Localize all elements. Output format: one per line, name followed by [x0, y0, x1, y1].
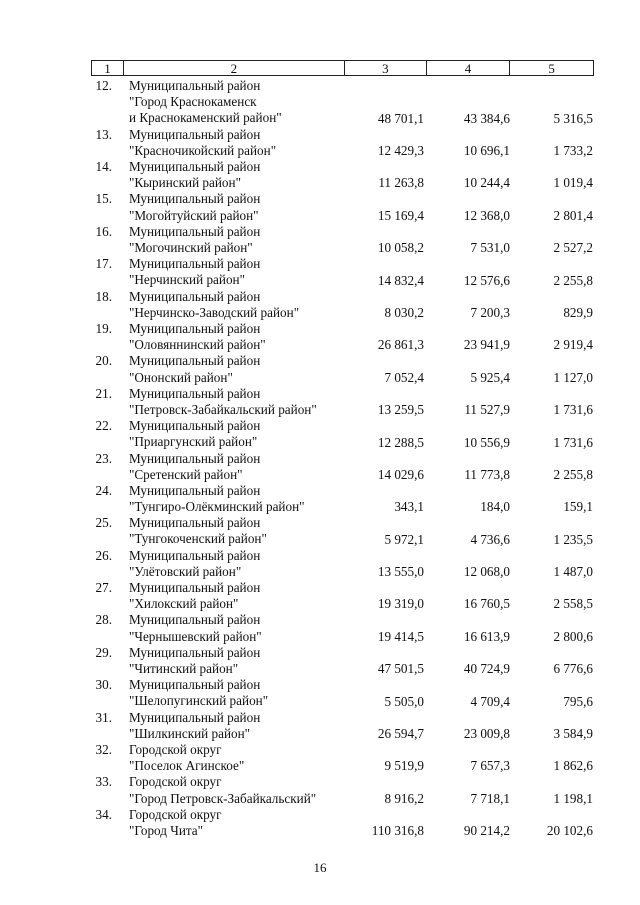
table-row	[0, 580, 640, 612]
table-row	[0, 321, 640, 353]
row-number: 20.	[95, 353, 112, 369]
row-number: 17.	[95, 256, 112, 272]
table-row	[0, 807, 640, 839]
row-number: 30.	[95, 677, 112, 693]
header-col-4: 4	[426, 61, 510, 75]
value-col-5: 3 584,9	[553, 726, 593, 742]
municipality-name: Муниципальный район "Кыринский район"	[129, 158, 261, 191]
page-number: 16	[313, 860, 327, 875]
table-row	[0, 483, 640, 515]
table-row	[0, 78, 640, 127]
municipality-name: Муниципальный район "Хилокский район"	[129, 580, 261, 612]
municipality-name: Муниципальный район "Нерчинский район"	[129, 256, 261, 288]
table-row	[0, 645, 640, 677]
value-col-5: 1 019,4	[553, 175, 593, 191]
value-col-3: 12 288,5	[377, 434, 424, 450]
row-number: 31.	[95, 709, 112, 725]
row-number: 25.	[95, 515, 112, 531]
value-col-3: 12 429,3	[377, 142, 424, 158]
value-col-5: 2 800,6	[553, 628, 593, 644]
value-col-4: 16 613,9	[463, 628, 510, 644]
row-number: 12.	[95, 78, 112, 93]
value-col-4: 43 384,6	[463, 110, 510, 126]
value-col-4: 10 556,9	[463, 434, 510, 450]
row-number: 34.	[95, 806, 112, 822]
municipality-name: Муниципальный район "Шелопугинский район"	[129, 677, 269, 709]
table-row	[0, 159, 640, 191]
value-col-3: 7 052,4	[384, 369, 424, 385]
value-col-4: 23 009,8	[463, 726, 510, 742]
header-col-3: 3	[344, 61, 426, 75]
header-col-5: 5	[509, 61, 593, 75]
row-number: 32.	[95, 742, 112, 758]
table-row	[0, 353, 640, 385]
table-row	[0, 386, 640, 418]
municipality-name: Муниципальный район "Читинский район"	[129, 644, 261, 677]
table-row	[0, 191, 640, 223]
municipality-name: Городской округ "Город Чита"	[129, 806, 222, 838]
value-col-3: 48 701,1	[377, 110, 424, 126]
value-col-4: 7 200,3	[470, 304, 510, 320]
row-number: 33.	[95, 774, 112, 790]
municipality-name: Муниципальный район "Тунгокоченский район"	[129, 515, 267, 547]
row-number: 24.	[95, 482, 112, 498]
value-col-4: 4 736,6	[470, 531, 510, 547]
row-number: 22.	[95, 418, 112, 434]
value-col-4: 5 925,4	[470, 369, 510, 385]
value-col-5: 829,9	[563, 304, 593, 320]
table-row	[0, 612, 640, 644]
value-col-4: 7 657,3	[470, 758, 510, 774]
value-col-5: 2 801,4	[553, 207, 593, 223]
value-col-4: 4 709,4	[470, 693, 510, 709]
row-number: 19.	[95, 320, 112, 336]
value-col-5: 1 487,0	[553, 564, 593, 580]
row-number: 21.	[95, 385, 112, 401]
value-col-5: 2 527,2	[553, 240, 593, 256]
value-col-4: 10 244,4	[463, 175, 510, 191]
municipality-name: Муниципальный район "Город Краснокаменск и Краснокаменский район"	[129, 78, 282, 126]
table-row	[0, 710, 640, 742]
table-body	[0, 78, 640, 839]
value-col-3: 9 519,9	[384, 758, 424, 774]
municipality-name: Муниципальный район "Сретенский район"	[129, 450, 261, 482]
table-row	[0, 289, 640, 321]
table-row	[0, 127, 640, 159]
municipality-name: Муниципальный район "Тунгиро-Олёкминский район"	[129, 482, 305, 515]
value-col-4: 10 696,1	[463, 142, 510, 158]
value-col-5: 1 235,5	[553, 531, 593, 547]
value-col-5: 2 919,4	[553, 337, 593, 353]
value-col-5: 159,1	[563, 499, 593, 515]
value-col-4: 12 368,0	[463, 207, 510, 223]
value-col-3: 13 555,0	[377, 564, 424, 580]
value-col-5: 1 127,0	[553, 369, 593, 385]
row-number: 29.	[95, 644, 112, 660]
value-col-5: 1 198,1	[553, 790, 593, 806]
municipality-name: Городской округ "Поселок Агинское"	[129, 742, 245, 774]
value-col-3: 26 594,7	[377, 726, 424, 742]
row-number: 16.	[95, 223, 112, 239]
value-col-4: 7 531,0	[470, 240, 510, 256]
value-col-3: 10 058,2	[377, 240, 424, 256]
value-col-3: 8 916,2	[384, 790, 424, 806]
value-col-3: 19 319,0	[377, 596, 424, 612]
value-col-5: 20 102,6	[546, 823, 593, 839]
value-col-5: 1 733,2	[553, 142, 593, 158]
municipality-name: Муниципальный район "Могойтуйский район"	[129, 191, 261, 223]
row-number: 28.	[95, 612, 112, 628]
row-number: 14.	[95, 158, 112, 174]
value-col-3: 13 259,5	[377, 402, 424, 418]
value-col-3: 343,1	[394, 499, 424, 515]
value-col-3: 5 505,0	[384, 693, 424, 709]
table-header	[91, 60, 594, 76]
value-col-3: 11 263,8	[378, 175, 424, 191]
municipality-name: Муниципальный район "Приаргунский район"	[129, 418, 261, 450]
table-row	[0, 774, 640, 806]
value-col-3: 14 832,4	[377, 272, 424, 288]
value-col-5: 1 862,6	[553, 758, 593, 774]
municipality-name: Муниципальный район "Шилкинский район"	[129, 709, 261, 741]
row-number: 27.	[95, 580, 112, 596]
value-col-3: 110 316,8	[371, 823, 424, 839]
table-row	[0, 742, 640, 774]
municipality-name: Городской округ "Город Петровск-Забайкальский"	[129, 774, 317, 806]
value-col-5: 2 255,8	[553, 272, 593, 288]
value-col-4: 7 718,1	[470, 790, 510, 806]
row-number: 23.	[95, 450, 112, 466]
municipality-name: Муниципальный район "Петровск-Забайкальский район"	[129, 385, 317, 417]
value-col-3: 26 861,3	[377, 337, 424, 353]
value-col-5: 5 316,5	[553, 110, 593, 126]
value-col-5: 2 558,5	[553, 596, 593, 612]
table-row	[0, 224, 640, 256]
municipality-name: Муниципальный район "Нерчинско-Заводский район"	[129, 288, 300, 320]
row-number: 18.	[95, 288, 112, 304]
value-col-4: 12 068,0	[463, 564, 510, 580]
table-row	[0, 515, 640, 547]
value-col-3: 14 029,6	[377, 466, 424, 482]
value-col-5: 6 776,6	[553, 661, 593, 677]
header-col-2: 2	[123, 61, 344, 75]
value-col-4: 11 773,8	[464, 466, 510, 482]
value-col-4: 90 214,2	[463, 823, 510, 839]
table-row	[0, 256, 640, 288]
municipality-name: Муниципальный район "Ононский район"	[129, 353, 261, 385]
value-col-4: 12 576,6	[463, 272, 510, 288]
row-number: 15.	[95, 191, 112, 207]
row-number: 26.	[95, 547, 112, 563]
municipality-name: Муниципальный район "Чернышевский район"	[129, 612, 262, 644]
table-row	[0, 548, 640, 580]
value-col-5: 795,6	[563, 693, 593, 709]
value-col-4: 16 760,5	[463, 596, 510, 612]
value-col-3: 15 169,4	[377, 207, 424, 223]
value-col-3: 5 972,1	[384, 531, 424, 547]
value-col-5: 1 731,6	[553, 434, 593, 450]
value-col-3: 47 501,5	[377, 661, 424, 677]
value-col-4: 23 941,9	[463, 337, 510, 353]
municipality-name: Муниципальный район "Оловяннинский район"	[129, 320, 266, 353]
table-row	[0, 677, 640, 709]
value-col-4: 184,0	[480, 499, 510, 515]
row-number: 13.	[95, 126, 112, 142]
value-col-5: 1 731,6	[553, 402, 593, 418]
header-col-1: 1	[104, 60, 111, 76]
value-col-4: 11 527,9	[464, 402, 510, 418]
table-row	[0, 418, 640, 450]
municipality-name: Муниципальный район "Могочинский район"	[129, 223, 261, 255]
value-col-3: 19 414,5	[377, 628, 424, 644]
municipality-name: Муниципальный район "Красночикойский район"	[129, 126, 277, 158]
value-col-3: 8 030,2	[384, 304, 424, 320]
value-col-4: 40 724,9	[463, 661, 510, 677]
municipality-name: Муниципальный район "Улётовский район"	[129, 547, 261, 579]
value-col-5: 2 255,8	[553, 466, 593, 482]
table-row	[0, 451, 640, 483]
